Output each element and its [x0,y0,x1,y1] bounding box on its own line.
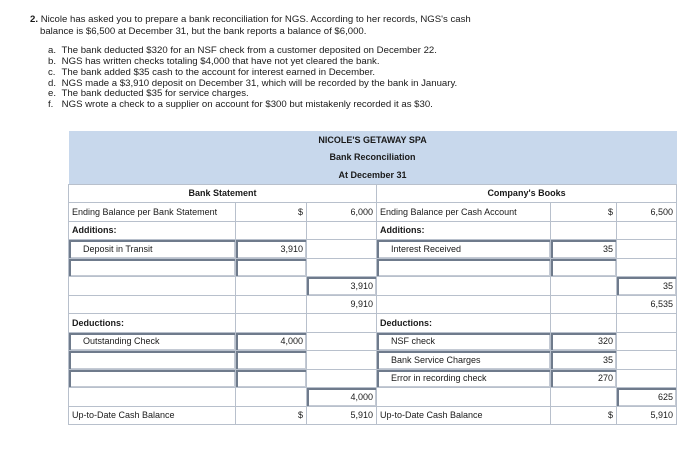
column-heading-row [69,184,677,203]
books-additions-label: Additions: [377,221,551,240]
company-name-row [69,131,677,149]
deductions-label-row [69,314,677,333]
problem-intro-line-2: balance is $6,500 at December 31, but the bank reports a balance of $6,000. [40,25,367,37]
books-addition-item-input-blank[interactable] [377,258,551,277]
bank-ending-label: Ending Balance per Bank Statement [69,203,236,222]
problem-items-list [30,46,680,111]
additions-label-row [69,221,677,240]
bank-deduction-amount-input-blank[interactable] [236,351,307,370]
problem-statement [30,14,680,111]
addition-item-row [69,240,677,259]
books-final-dollar: $ [551,406,617,425]
bank-deduction-item-input[interactable]: Outstanding Check [69,332,236,351]
books-final-label: Up-to-Date Cash Balance [377,406,551,425]
problem-item [48,100,680,111]
subtotal-row [69,295,677,314]
report-title-row [69,149,677,167]
item-text: NGS wrote a check to a supplier on account for $300 but mistakenly recorded it as $30. [61,99,433,111]
bank-deductions-total-input[interactable]: 4,000 [307,388,377,407]
item-text: The bank deducted $320 for an NSF check from a customer deposited on December 22. [61,45,437,57]
report-title: Bank Reconciliation [69,149,677,167]
books-deductions-total-input[interactable]: 625 [617,388,677,407]
bank-deduction-amount-input-blank[interactable] [236,369,307,388]
bank-addition-amount-input[interactable]: 3,910 [236,240,307,259]
books-final-value: 5,910 [617,406,677,425]
bank-deductions-label: Deductions: [69,314,236,333]
bank-deduction-item-input-blank[interactable] [69,369,236,388]
books-ending-label: Ending Balance per Cash Account [377,203,551,222]
item-letter: c. [48,66,56,78]
bank-additions-total-input[interactable]: 3,910 [307,277,377,296]
final-balance-row [69,406,677,425]
bank-final-label: Up-to-Date Cash Balance [69,406,236,425]
item-text: NGS has written checks totaling $4,000 that have not yet cleared the bank. [61,55,380,67]
books-deduction-amount-input[interactable]: 320 [551,332,617,351]
blank-addition-row [69,258,677,277]
books-addition-item-input[interactable]: Interest Received [377,240,551,259]
books-addition-amount-input-blank[interactable] [551,258,617,277]
books-deduction-item-input[interactable]: Bank Service Charges [377,351,551,370]
books-ending-dollar: $ [551,203,617,222]
books-addition-amount-input[interactable]: 35 [551,240,617,259]
bank-final-dollar: $ [236,406,307,425]
problem-number: 2. [30,14,39,25]
books-deduction-amount-input[interactable]: 270 [551,369,617,388]
report-date-row [69,166,677,184]
deduction-item-row [69,369,677,388]
bank-deduction-amount-input[interactable]: 4,000 [236,332,307,351]
item-letter: f. [48,99,54,111]
books-additions-total-input[interactable]: 35 [617,277,677,296]
books-subtotal: 6,535 [617,295,677,314]
bank-ending-value: 6,000 [307,203,377,222]
bank-subtotal: 9,910 [307,295,377,314]
bank-additions-label: Additions: [69,221,236,240]
company-books-heading: Company's Books [377,184,677,203]
books-deduction-item-input[interactable]: Error in recording check [377,369,551,388]
books-deductions-label: Deductions: [377,314,551,333]
bank-addition-amount-input-blank[interactable] [236,258,307,277]
bank-statement-heading: Bank Statement [69,184,377,203]
item-letter: d. [48,77,57,89]
bank-deduction-item-input-blank[interactable] [69,351,236,370]
books-deduction-item-input[interactable]: NSF check [377,332,551,351]
item-letter: e. [48,88,57,100]
bank-addition-item-input-blank[interactable] [69,258,236,277]
report-date: At December 31 [69,166,677,184]
item-letter: b. [48,55,57,67]
bank-reconciliation-table [68,131,677,425]
books-deduction-amount-input[interactable]: 35 [551,351,617,370]
deduction-item-row [69,351,677,370]
problem-intro-text-1: Nicole has asked you to prepare a bank reconciliation for NGS. According to her records, NGS's cash [40,14,471,25]
item-text: The bank deducted $35 for service charges. [61,88,249,100]
ending-balance-row [69,203,677,222]
additions-total-row [69,277,677,296]
books-ending-value: 6,500 [617,203,677,222]
deductions-total-row [69,388,677,407]
item-text: The bank added $35 cash to the account for interest earned in December. [61,66,376,78]
item-text: NGS made a $3,910 deposit on December 31, which will be recorded by the bank in January. [61,77,458,89]
item-letter: a. [48,45,57,57]
company-name: NICOLE'S GETAWAY SPA [69,131,677,149]
bank-final-value: 5,910 [307,406,377,425]
bank-ending-dollar: $ [236,203,307,222]
bank-addition-item-input[interactable]: Deposit in Transit [69,240,236,259]
deduction-item-row [69,332,677,351]
problem-intro-line-1 [30,14,680,26]
